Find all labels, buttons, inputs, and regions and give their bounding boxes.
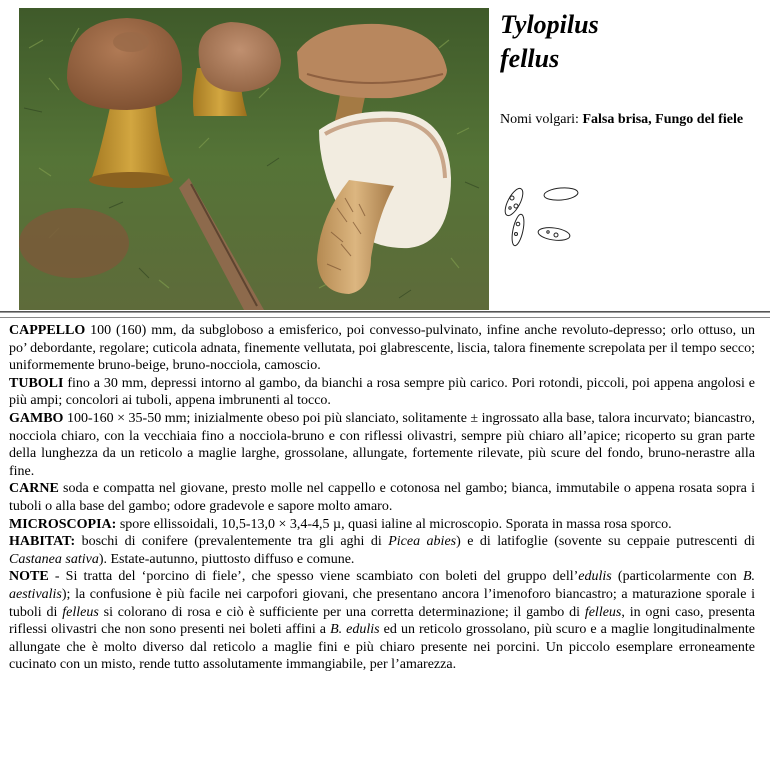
separator-line-secondary [0, 317, 770, 318]
spore-drawing-3 [510, 213, 526, 246]
species-name: B. edulis [330, 622, 380, 638]
section-text: (particolarmente con [611, 569, 743, 585]
section-text: - Si tratta del ‘porcino di fiele’, che spesso viene scambiato con boleti del gruppo dell’ [48, 569, 579, 585]
section-text: si colorano di rosa e ciò è sufficiente per una corretta determinazione; il gambo di [98, 604, 585, 620]
section-text: ); la confusione è più facile nei carpofori giovani, che presentano ancora l’imenoforo biancastro; a maturazione sporale i tuboli di [9, 586, 755, 620]
species-name: edulis [578, 569, 612, 585]
species-name: Castanea sativa [9, 551, 99, 567]
spore-drawing-2 [544, 187, 579, 202]
spore-drawing-1 [502, 186, 527, 218]
spore-drawing-4 [537, 226, 570, 242]
section-microscopia [9, 516, 755, 534]
common-names-value: Falsa brisa, Fungo del fiele [582, 112, 744, 127]
section-text: 100-160 × 35-50 mm; inizialmente obeso poi più slanciato, solitamente ± ingrossato alla base, talora incurvato; biancastro, nocciola chiaro, con la vecchiaia fino a nocciola-bruno e con riflessi olivastri, sempre più chiaro all’apice; ricoperto su gran parte della lunghezza da un reticolo a maglie larghe, grossolane, allungate, fortemente rilevate, più scure del fondo, bruno-nerastre alla fine. [9, 410, 755, 479]
spore-illustration [498, 180, 590, 250]
separator-line [0, 311, 770, 313]
section-heading: MICROSCOPIA: [9, 516, 117, 532]
section-text: ed un reticolo grossolano, più scuro e a maglie longitudinalmente allungate che è molto diverso dal reticolo a maglie fini e più chiaro presente nei porcini. Un piccolo esemplare erroneamente cucinato con un misto, rende tutto assolutamente immangiabile, per l’amarezza. [9, 622, 755, 673]
section-text: ). Estate-autunno, piuttosto diffuso e comune. [98, 551, 355, 567]
section-heading: NOTE [9, 569, 49, 585]
species-name: felleus [584, 604, 622, 620]
section-heading: HABITAT: [9, 534, 76, 550]
title-species: fellus [500, 44, 560, 73]
section-text: , in ogni caso, presenta riflessi olivastri che non sono presenti nei boleti affini a [9, 604, 756, 638]
title-genus: Tylopilus [500, 10, 599, 39]
section-text: soda e compatta nel giovane, presto molle nel cappello e cotonosa nel gambo; bianca, immutabile o appena rosata sopra i tuboli o alla base del gambo; odore gradevole e sapore molto amaro. [9, 481, 755, 514]
section-note [9, 568, 755, 674]
species-title [500, 8, 760, 76]
section-cappello [9, 322, 755, 375]
section-carne [9, 480, 755, 515]
section-heading: CAPPELLO [9, 323, 86, 338]
section-heading: CARNE [9, 481, 59, 497]
mushroom-photo [19, 8, 489, 310]
section-heading: GAMBO [9, 410, 64, 426]
common-names [500, 110, 762, 129]
section-tuboli [9, 375, 755, 410]
section-text: boschi di conifere (prevalentemente tra gli aghi di [75, 534, 389, 550]
section-text: ) e di latifoglie (sovente su ceppaie putrescenti di [456, 534, 755, 550]
section-text: fino a 30 mm, depressi intorno al gambo, da bianchi a rosa sempre più carico. Pori rotondi, piccoli, poi appena angolosi e più ampi; concolori ai tuboli, appena imbrunenti al tocco. [9, 375, 755, 409]
section-heading: TUBOLI [9, 375, 64, 391]
species-name: felleus [62, 604, 99, 620]
species-name: B. aestivalis [9, 569, 755, 602]
species-name: Picea abies [388, 534, 457, 550]
section-habitat [9, 533, 755, 568]
section-gambo [9, 410, 755, 480]
section-text: 100 (160) mm, da subgloboso a emisferico, poi convesso-pulvinato, infine anche revoluto-depresso; orlo ottuso, un po’ debordante, regolare; cuticola adnata, finemente vellutata, poi glabrescente, liscia, talora finemente screpolata per il tempo secco; uniformemente bruno-beige, bruno-nocciola, camoscio. [9, 323, 755, 374]
description [9, 322, 755, 674]
common-names-label: Nomi volgari: [500, 112, 579, 127]
section-text: spore ellissoidali, 10,5-13,0 × 3,4-4,5 µ, quasi ialine al microscopio. Sporata in massa rosa sporco. [116, 516, 672, 532]
